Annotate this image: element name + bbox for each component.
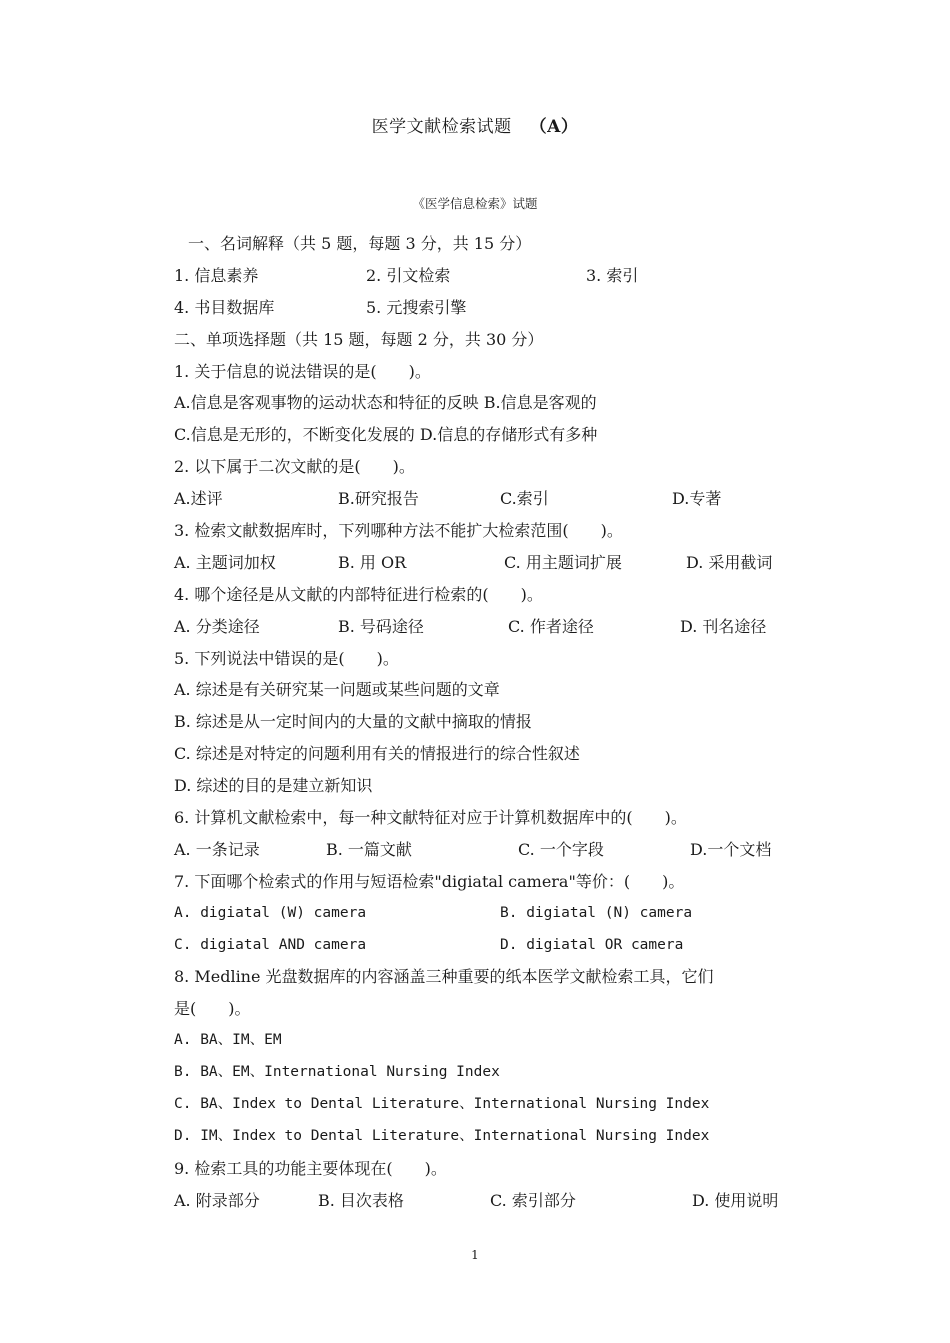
question-options-row — [174, 898, 834, 930]
question-stem: 7. 下面哪个检索式的作用与短语检索"digiatal camera"等价：( )。 — [174, 871, 685, 891]
option: D. 综述的目的是建立新知识 — [174, 776, 373, 796]
option: B. digiatal (N) camera — [500, 904, 693, 921]
terms-row-1 — [174, 260, 834, 292]
question-stem-continued: 是( )。 — [174, 999, 251, 1019]
question-stem: 4. 哪个途径是从文献的内部特征进行检索的( )。 — [174, 584, 543, 604]
question-options-row — [174, 483, 834, 515]
option: A. 附录部分 — [174, 1190, 260, 1210]
option: D. IM、Index to Dental Literature、International Nursing Index — [174, 1127, 710, 1144]
term-item: 1. 信息素养 — [174, 265, 259, 285]
question-stem: 1. 关于信息的说法错误的是( )。 — [174, 361, 431, 381]
option: A. BA、IM、EM — [174, 1032, 282, 1049]
question-stem: 5. 下列说法中错误的是( )。 — [174, 648, 399, 668]
question-stem: 6. 计算机文献检索中，每一种文献特征对应于计算机数据库中的( )。 — [174, 808, 687, 828]
question-stem: 8. Medline 光盘数据库的内容涵盖三种重要的纸本医学文献检索工具，它们 — [174, 967, 714, 987]
option: B. BA、EM、International Nursing Index — [174, 1064, 500, 1081]
page-number: 1 — [471, 1248, 479, 1262]
title-text: 医学文献检索试题 — [371, 117, 512, 137]
option: C. 综述是对特定的问题利用有关的情报进行的综合性叙述 — [174, 744, 580, 764]
option: A. 主题词加权 — [174, 552, 276, 572]
option: A.述评 — [174, 489, 223, 509]
section-2-heading: 二、单项选择题（共 15 题，每题 2 分，共 30 分） — [174, 329, 544, 349]
option: B. 号码途径 — [338, 616, 424, 636]
question-options-row — [174, 930, 834, 962]
question-options-row — [174, 834, 834, 866]
option: C. 索引部分 — [490, 1190, 576, 1210]
terms-row-2 — [174, 292, 834, 324]
option: D. 使用说明 — [692, 1190, 779, 1210]
option: D. digiatal OR camera — [500, 936, 684, 953]
option: D.一个文档 — [690, 839, 772, 859]
exam-body — [174, 228, 834, 1217]
option: A. digiatal (W) camera — [174, 904, 367, 921]
option: C. 一个字段 — [518, 839, 604, 859]
term-item: 5. 元搜索引擎 — [366, 297, 467, 317]
title-variant: （A） — [529, 117, 579, 137]
option: C. BA、Index to Dental Literature、International Nursing Index — [174, 1096, 710, 1113]
option: B.研究报告 — [338, 489, 419, 509]
term-item: 2. 引文检索 — [366, 265, 451, 285]
option: C.索引 — [500, 489, 549, 509]
option: D. 刊名途径 — [680, 616, 767, 636]
option: B. 目次表格 — [318, 1190, 404, 1210]
page-subtitle: 《医学信息检索》试题 — [412, 196, 538, 211]
question-stem: 9. 检索工具的功能主要体现在( )。 — [174, 1158, 447, 1178]
option: B. 一篇文献 — [326, 839, 412, 859]
option: A. 一条记录 — [174, 839, 260, 859]
option: C. 作者途径 — [508, 616, 594, 636]
term-item: 4. 书目数据库 — [174, 297, 275, 317]
option: A. 分类途径 — [174, 616, 260, 636]
option: D.专著 — [672, 489, 722, 509]
question-stem: 3. 检索文献数据库时，下列哪种方法不能扩大检索范围( )。 — [174, 521, 623, 541]
question-stem: 2. 以下属于二次文献的是( )。 — [174, 457, 415, 477]
question-options-line: C.信息是无形的，不断变化发展的 D.信息的存储形式有多种 — [174, 425, 598, 445]
option: D. 采用截词 — [686, 552, 773, 572]
question-options-line: A.信息是客观事物的运动状态和特征的反映 B.信息是客观的 — [174, 393, 597, 413]
question-options-row — [174, 611, 834, 643]
option: B. 综述是从一定时间内的大量的文献中摘取的情报 — [174, 712, 532, 732]
question-options-row — [174, 1185, 834, 1217]
question-options-row — [174, 547, 834, 579]
option: C. digiatal AND camera — [174, 936, 367, 953]
section-1-heading: 一、名词解释（共 5 题，每题 3 分，共 15 分） — [188, 234, 532, 253]
option: A. 综述是有关研究某一问题或某些问题的文章 — [174, 680, 500, 700]
option: C. 用主题词扩展 — [504, 552, 622, 572]
page-title — [0, 112, 950, 137]
option: B. 用 OR — [338, 552, 407, 572]
term-item: 3. 索引 — [586, 265, 639, 285]
